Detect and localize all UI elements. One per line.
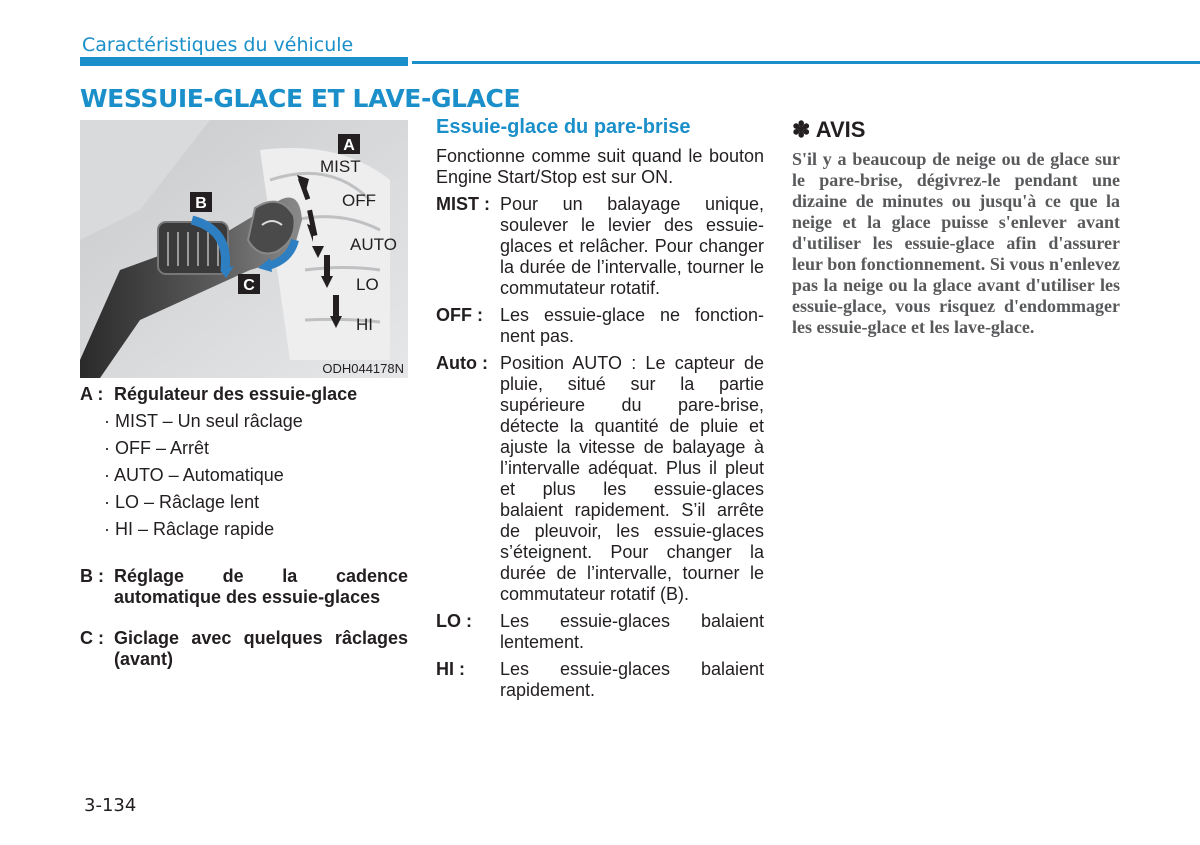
position-label-mist: MIST xyxy=(320,157,361,176)
wiper-lever-illustration xyxy=(80,120,408,378)
section-heading: Essuie-glace du pare-brise xyxy=(436,116,691,138)
mode-entry-hi xyxy=(436,659,764,701)
mode-entry-off xyxy=(436,305,764,347)
legend-title: Réglage de la cadence automatique des essuie-glaces xyxy=(114,566,408,607)
section-label: Caractéristiques du véhicule xyxy=(82,34,354,56)
mode-key: OFF xyxy=(436,305,472,325)
mode-colon: : xyxy=(459,659,466,679)
legend-key: A : xyxy=(80,384,104,404)
mode-description: Les essuie-glaces balaient rapidement. xyxy=(500,659,764,700)
list-item: · LO – Râclage lent xyxy=(104,492,260,512)
mode-entry-lo xyxy=(436,611,764,653)
mode-colon: : xyxy=(466,611,473,631)
position-label-lo: LO xyxy=(356,275,379,294)
mode-colon: : xyxy=(484,194,491,214)
legend-a-list xyxy=(80,411,408,540)
mode-description: Les essuie-glace ne fonction-nent pas. xyxy=(500,305,764,346)
figure-legend xyxy=(80,384,408,670)
mode-key: HI xyxy=(436,659,454,679)
callout-b: B xyxy=(195,195,207,212)
mode-description: Pour un balayage unique, soulever le levier des essuie-glaces et relâcher. Pour changer la durée de l’intervalle, tourner le commutateur rotatif. xyxy=(500,194,764,298)
mode-colon: : xyxy=(477,305,484,325)
page-title: WESSUIE-GLACE ET LAVE-GLACE xyxy=(80,84,521,113)
legend-key: C : xyxy=(80,628,104,648)
legend-key: B : xyxy=(80,566,104,586)
legend-title: Régulateur des essuie-glace xyxy=(114,384,358,404)
legend-entry-c xyxy=(80,628,408,670)
notice-text: S'il y a beaucoup de neige ou de glace sur le pare-brise, dégivrez-le pendant une dizaine de minutes ou jusqu'à ce que la neige et la glace puisse s'enlever avant d'utiliser les essuie-glace afin d'assurer leur bon fonctionnement. Si vous n'enlevez pas la neige ou la glace avant d'utiliser les essuie-glace, vous risquez d'endommager les essuie-glace et les lave-glace. xyxy=(792,149,1120,337)
figure-code: ODH044178N xyxy=(322,361,404,376)
main-column xyxy=(436,117,764,707)
notice-title: ✽ AVIS xyxy=(792,117,866,142)
header-rule-thin xyxy=(412,61,1200,64)
position-label-auto: AUTO xyxy=(350,235,397,254)
callout-c: C xyxy=(243,277,255,294)
list-item: · OFF – Arrêt xyxy=(104,438,210,458)
mode-key: MIST xyxy=(436,194,479,214)
position-label-hi: HI xyxy=(356,315,373,334)
header-rule-thick xyxy=(80,57,408,66)
callout-a: A xyxy=(343,137,355,154)
mode-description: Les essuie-glaces balaient lentement. xyxy=(500,611,764,652)
page-number: 3-134 xyxy=(84,795,137,816)
mode-entry-auto xyxy=(436,353,764,605)
mode-key: Auto xyxy=(436,353,477,373)
list-item: · AUTO – Automatique xyxy=(104,465,284,485)
legend-entry-a xyxy=(80,384,408,405)
intro-paragraph: Fonctionne comme suit quand le bouton Engine Start/Stop est sur ON. xyxy=(436,146,764,187)
list-item: · HI – Râclage rapide xyxy=(104,519,275,539)
legend-entry-b xyxy=(80,566,408,608)
mode-entry-mist xyxy=(436,194,764,299)
mode-colon: : xyxy=(482,353,488,373)
legend-title: Giclage avec quelques râclages (avant) xyxy=(114,628,408,669)
position-label-off: OFF xyxy=(342,191,376,210)
list-item: · MIST – Un seul râclage xyxy=(104,411,303,431)
mode-description: Position AUTO : Le capteur de pluie, situé sur la partie supérieure du pare-brise, détecte la quantité de pluie et ajuste la vitesse de balayage à l’intervalle adéquat. Plus il pleut et plus les essuie-glaces balaient rapidement. S’il arrête de pleuvoir, les essuie-glaces s’éteignent. Pour changer la durée de l’intervalle, tourner le commutateur rotatif (B). xyxy=(500,353,764,604)
notice-box xyxy=(792,117,1120,338)
mode-key: LO xyxy=(436,611,461,631)
wiper-lever-drawing xyxy=(80,120,408,378)
